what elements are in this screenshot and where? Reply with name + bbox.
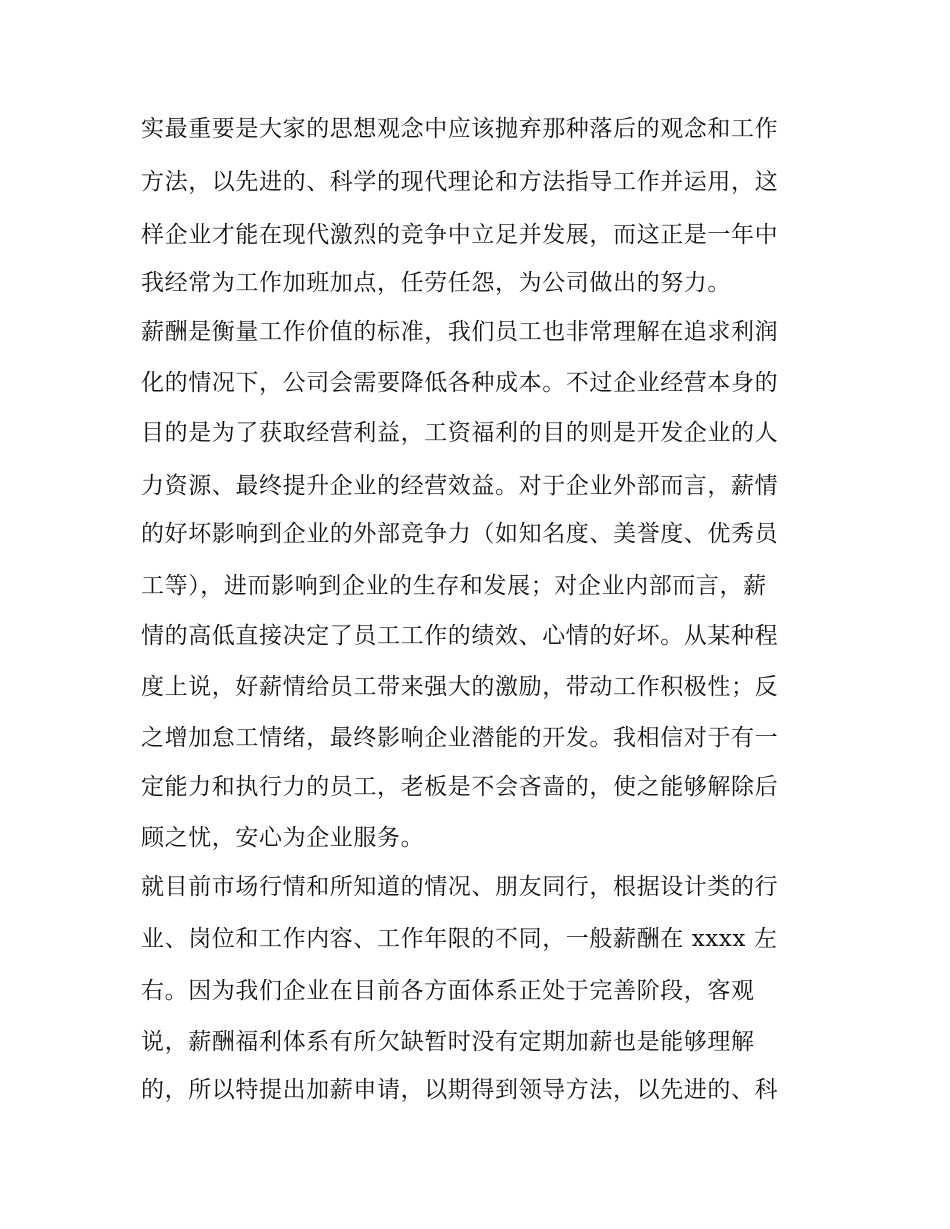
text-line: 业、岗位和工作内容、工作年限的不同，一般薪酬在 xxxx 左 bbox=[141, 926, 778, 952]
text-line: 力资源、最终提升企业的经营效益。对于企业外部而言，薪情 bbox=[141, 473, 779, 499]
text-line: 我经常为工作加班加点，任劳任怨，为公司做出的努力。 bbox=[141, 270, 731, 296]
text-line: 目的是为了获取经营利益，工资福利的目的则是开发企业的人 bbox=[141, 420, 779, 446]
text-line: 化的情况下，公司会需要降低各种成本。不过企业经营本身的 bbox=[141, 370, 779, 396]
text-line: 顾之忧，安心为企业服务。 bbox=[141, 825, 425, 851]
text-line: 实最重要是大家的思想观念中应该抛弃那种落后的观念和工作 bbox=[141, 116, 779, 142]
text-line: 的，所以特提出加薪申请，以期得到领导方法，以先进的、科 bbox=[141, 1077, 779, 1103]
text-line: 之增加怠工情绪，最终影响企业潜能的开发。我相信对于有一 bbox=[141, 725, 779, 751]
text-line: 情的高低直接决定了员工工作的绩效、心情的好坏。从某种程 bbox=[141, 623, 779, 649]
text-line: 右。因为我们企业在目前各方面体系正处于完善阶段，客观 bbox=[141, 978, 755, 1004]
text-line: 定能力和执行力的员工，老板是不会吝啬的，使之能够解除后 bbox=[141, 774, 779, 800]
text-line: 说，薪酬福利体系有所欠缺暂时没有定期加薪也是能够理解 bbox=[141, 1029, 755, 1055]
text-line: 样企业才能在现代激烈的竞争中立足并发展，而这正是一年中 bbox=[141, 222, 779, 248]
text-line: 就目前市场行情和所知道的情况、朋友同行，根据设计类的行 bbox=[141, 874, 779, 900]
text-line: 工等），进而影响到企业的生存和发展；对企业内部而言，薪 bbox=[141, 573, 767, 599]
text-line: 度上说，好薪情给员工带来强大的激励，带动工作积极性；反 bbox=[141, 674, 779, 700]
text-line: 方法，以先进的、科学的现代理论和方法指导工作并运用，这 bbox=[141, 169, 779, 195]
text-line: 薪酬是衡量工作价值的标准，我们员工也非常理解在追求利润 bbox=[141, 319, 779, 345]
text-line: 的好坏影响到企业的外部竞争力（如知名度、美誉度、优秀员 bbox=[141, 521, 779, 547]
